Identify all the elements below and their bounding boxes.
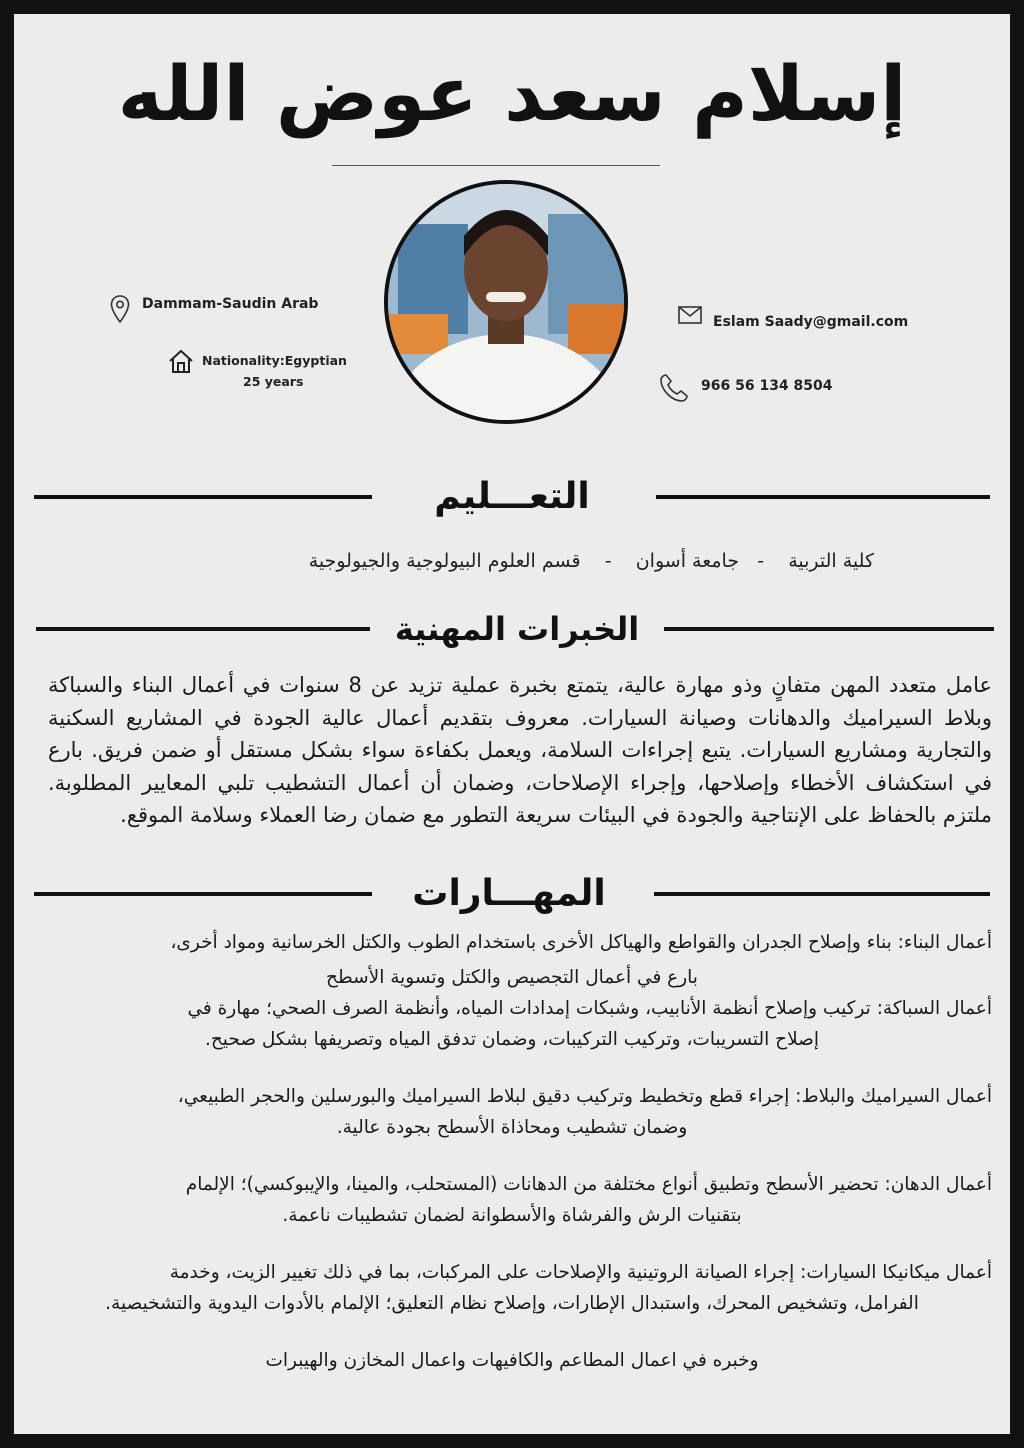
skill-item (32, 927, 992, 993)
nationality-contact (168, 346, 368, 396)
skill-tiling: أعمال السيراميك والبلاط: إجراء قطع وتخطيط وتركيب دقيق لبلاط السيراميك والبورسلين والحجر الطبيعي، (177, 1086, 992, 1107)
skills-list (32, 927, 992, 1376)
phone-contact (658, 370, 938, 406)
education-rule-right (656, 495, 990, 499)
resume-page (14, 14, 1010, 1434)
skills-rule-left (34, 892, 372, 896)
education-details: كلية التربية - جامعة أسوان - قسم العلوم البيولوجية والجيولوجية (308, 550, 874, 572)
skill-construction-detail: بارع في أعمال التجصيص والكتل وتسوية الأسطح (326, 967, 698, 988)
home-icon (168, 348, 194, 374)
email-contact (678, 306, 958, 336)
skills-title: المهـــارات (412, 873, 606, 914)
skill-item (32, 1345, 992, 1376)
experience-title: الخبرات المهنية (394, 610, 640, 648)
location-contact (110, 294, 350, 324)
education-header (14, 472, 1010, 522)
phone-icon (658, 372, 690, 404)
skill-painting: أعمال الدهان: تحضير الأسطح وتطبيق أنواع مختلفة من الدهانات (المستحلب، والمينا، والإيبوكسي)؛ الإلمام (185, 1174, 992, 1195)
skill-tiling-detail: وضمان تشطيب ومحاذاة الأسطح بجودة عالية. (336, 1117, 688, 1138)
skills-rule-right (654, 892, 990, 896)
experience-rule-left (36, 627, 370, 631)
education-title: التعـــليم (434, 476, 590, 517)
experience-header (14, 604, 1010, 654)
mail-icon (678, 306, 702, 324)
email-text: Eslam Saady@gmail.com (713, 314, 909, 330)
skill-painting-detail: بتقنيات الرش والفرشاة والأسطوانة لضمان تشطيبات ناعمة. (282, 1205, 742, 1226)
location-text: Dammam-Saudin Arab (142, 296, 319, 312)
experience-rule-right (664, 627, 994, 631)
skill-item (32, 1081, 992, 1143)
skill-plumbing: أعمال السباكة: تركيب وإصلاح أنظمة الأنابيب، وشبكات إمدادات المياه، وأنظمة الصرف الصحي؛ مهارة في (187, 998, 992, 1019)
skill-construction: أعمال البناء: بناء وإصلاح الجدران والقواطع والهياكل الأخرى باستخدام الطوب والكتل الخرسانية ومواد أخرى، (170, 932, 992, 953)
skill-item (32, 993, 992, 1055)
experience-summary: عامل متعدد المهن متفانٍ وذو مهارة عالية، يتمتع بخبرة عملية تزيد عن 8 سنوات في أعمال البناء والسباكة وبلاط السيراميك والدهانات وصيانة السيارات. معروف بتقديم أعمال عالية الجودة في المشاريع السكنية والتجارية ومشاريع السيارات. يتبع إجراءات السلامة، ويعمل بكفاءة سواء بشكل مستقل أو ضمن فريق. بارع في استكشاف الأخطاء وإصلاحها، وإجراء الإصلاحات، وضمان أن أعمال التشطيب تلبي المعايير المطلوبة. ملتزم بالحفاظ على الإنتاجية والجودة في البيئات سريعة التطور مع ضمان رضا العملاء وسلامة الموقع. (48, 673, 992, 827)
name-divider (332, 165, 660, 166)
full-name: إسلام سعد عوض الله (117, 49, 907, 138)
skill-restaurants: وخبره في اعمال المطاعم والكافيهات واعمال المخازن والهيبرات (265, 1350, 759, 1371)
age-text: 25 years (243, 374, 304, 389)
skill-mechanics-detail: الفرامل، وتشخيص المحرك، واستبدال الإطارات، وإصلاح نظام التعليق؛ الإلمام بالأدوات اليدوية والتشخيصية. (105, 1293, 919, 1314)
phone-text: 966 56 134 8504 (701, 378, 833, 394)
skills-header (14, 869, 1010, 919)
skill-item (32, 1257, 992, 1319)
profile-photo (384, 180, 628, 424)
skill-item (32, 1169, 992, 1231)
skill-plumbing-detail: إصلاح التسريبات، وتركيب التركيبات، وضمان تدفق المياه وتصريفها بشكل صحيح. (204, 1029, 819, 1050)
education-rule-left (34, 495, 372, 499)
skill-mechanics: أعمال ميكانيكا السيارات: إجراء الصيانة الروتينية والإصلاحات على المركبات، بما في ذلك تغيير الزيت، وخدمة (169, 1262, 992, 1283)
map-pin-icon (110, 294, 130, 324)
nationality-text: Nationality:Egyptian (202, 353, 347, 368)
